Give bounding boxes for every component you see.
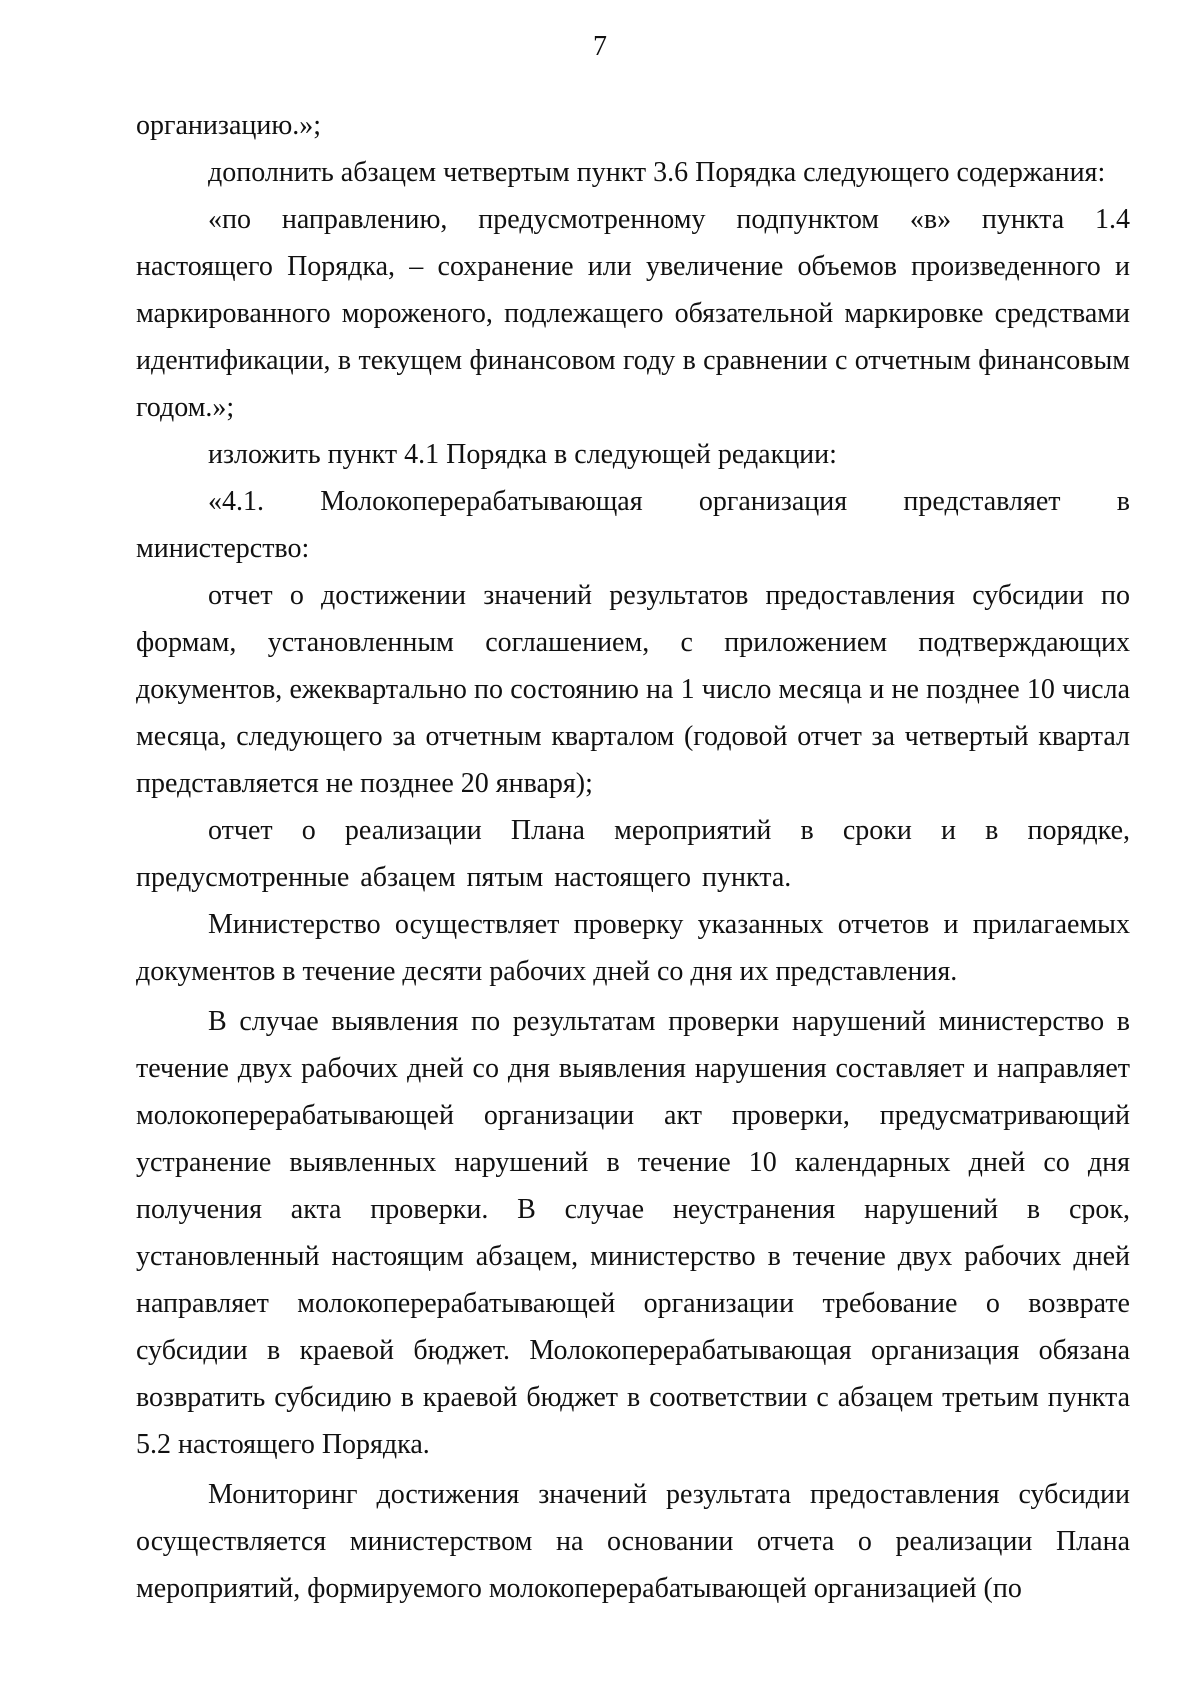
paragraph-quote-direction: «по направлению, предусмотренному подпунктом «в» пункта 1.4 настоящего Порядка, – сохранение или увеличение объемов произведенного и маркированного мороженого, подлежащего обязательной маркировке средствами идентификации, в текущем финансовом году в сравнении с отчетным финансовым годом.»; [136, 204, 1130, 423]
paragraph-amend-4-1: изложить пункт 4.1 Порядка в следующей редакции: [208, 439, 837, 470]
paragraph-ministry-check: Министерство осуществляет проверку указанных отчетов и прилагаемых документов в течение десяти рабочих дней со дня их представления. [136, 909, 1130, 987]
paragraph-report-plan: отчет о реализации Плана мероприятий в сроки и в порядке, предусмотренные абзацем пятым настоящего пункта. [136, 815, 1130, 893]
paragraph-violations: В случае выявления по результатам проверки нарушений министерство в течение двух рабочих дней со дня выявления нарушения составляет и направляет молокоперерабатывающей организации акт проверки, предусматривающий устранение выявленных нарушений в течение 10 календарных дней со дня получения акта проверки. В случае неустранения нарушений в срок, установленный настоящим абзацем, министерство в течение двух рабочих дней направляет молокоперерабатывающей организации требование о возврате субсидии в краевой бюджет. Молокоперерабатывающая организация обязана возвратить субсидию в краевой бюджет в соответствии с абзацем третьим пункта 5.2 настоящего Порядка. [136, 1006, 1130, 1460]
paragraph-monitoring: Мониторинг достижения значений результата предоставления субсидии осуществляется министерством на основании отчета о реализации Плана мероприятий, формируемого молокоперерабатывающей организацией (по [136, 1479, 1130, 1604]
paragraph-4-1-intro: «4.1. Молокоперерабатывающая организация представляет в министерство: [136, 486, 1130, 564]
page-number: 7 [593, 31, 607, 62]
paragraph-amend-3-6: дополнить абзацем четвертым пункт 3.6 Порядка следующего содержания: [208, 157, 1106, 188]
paragraph-continuation: организацию.»; [136, 110, 322, 141]
paragraph-report-results: отчет о достижении значений результатов предоставления субсидии по формам, установленным соглашением, с приложением подтверждающих документов, ежеквартально по состоянию на 1 число месяца и не позднее 10 числа месяца, следующего за отчетным кварталом (годовой отчет за четвертый квартал представляется не позднее 20 января); [136, 580, 1130, 799]
document-body [136, 102, 1130, 1612]
